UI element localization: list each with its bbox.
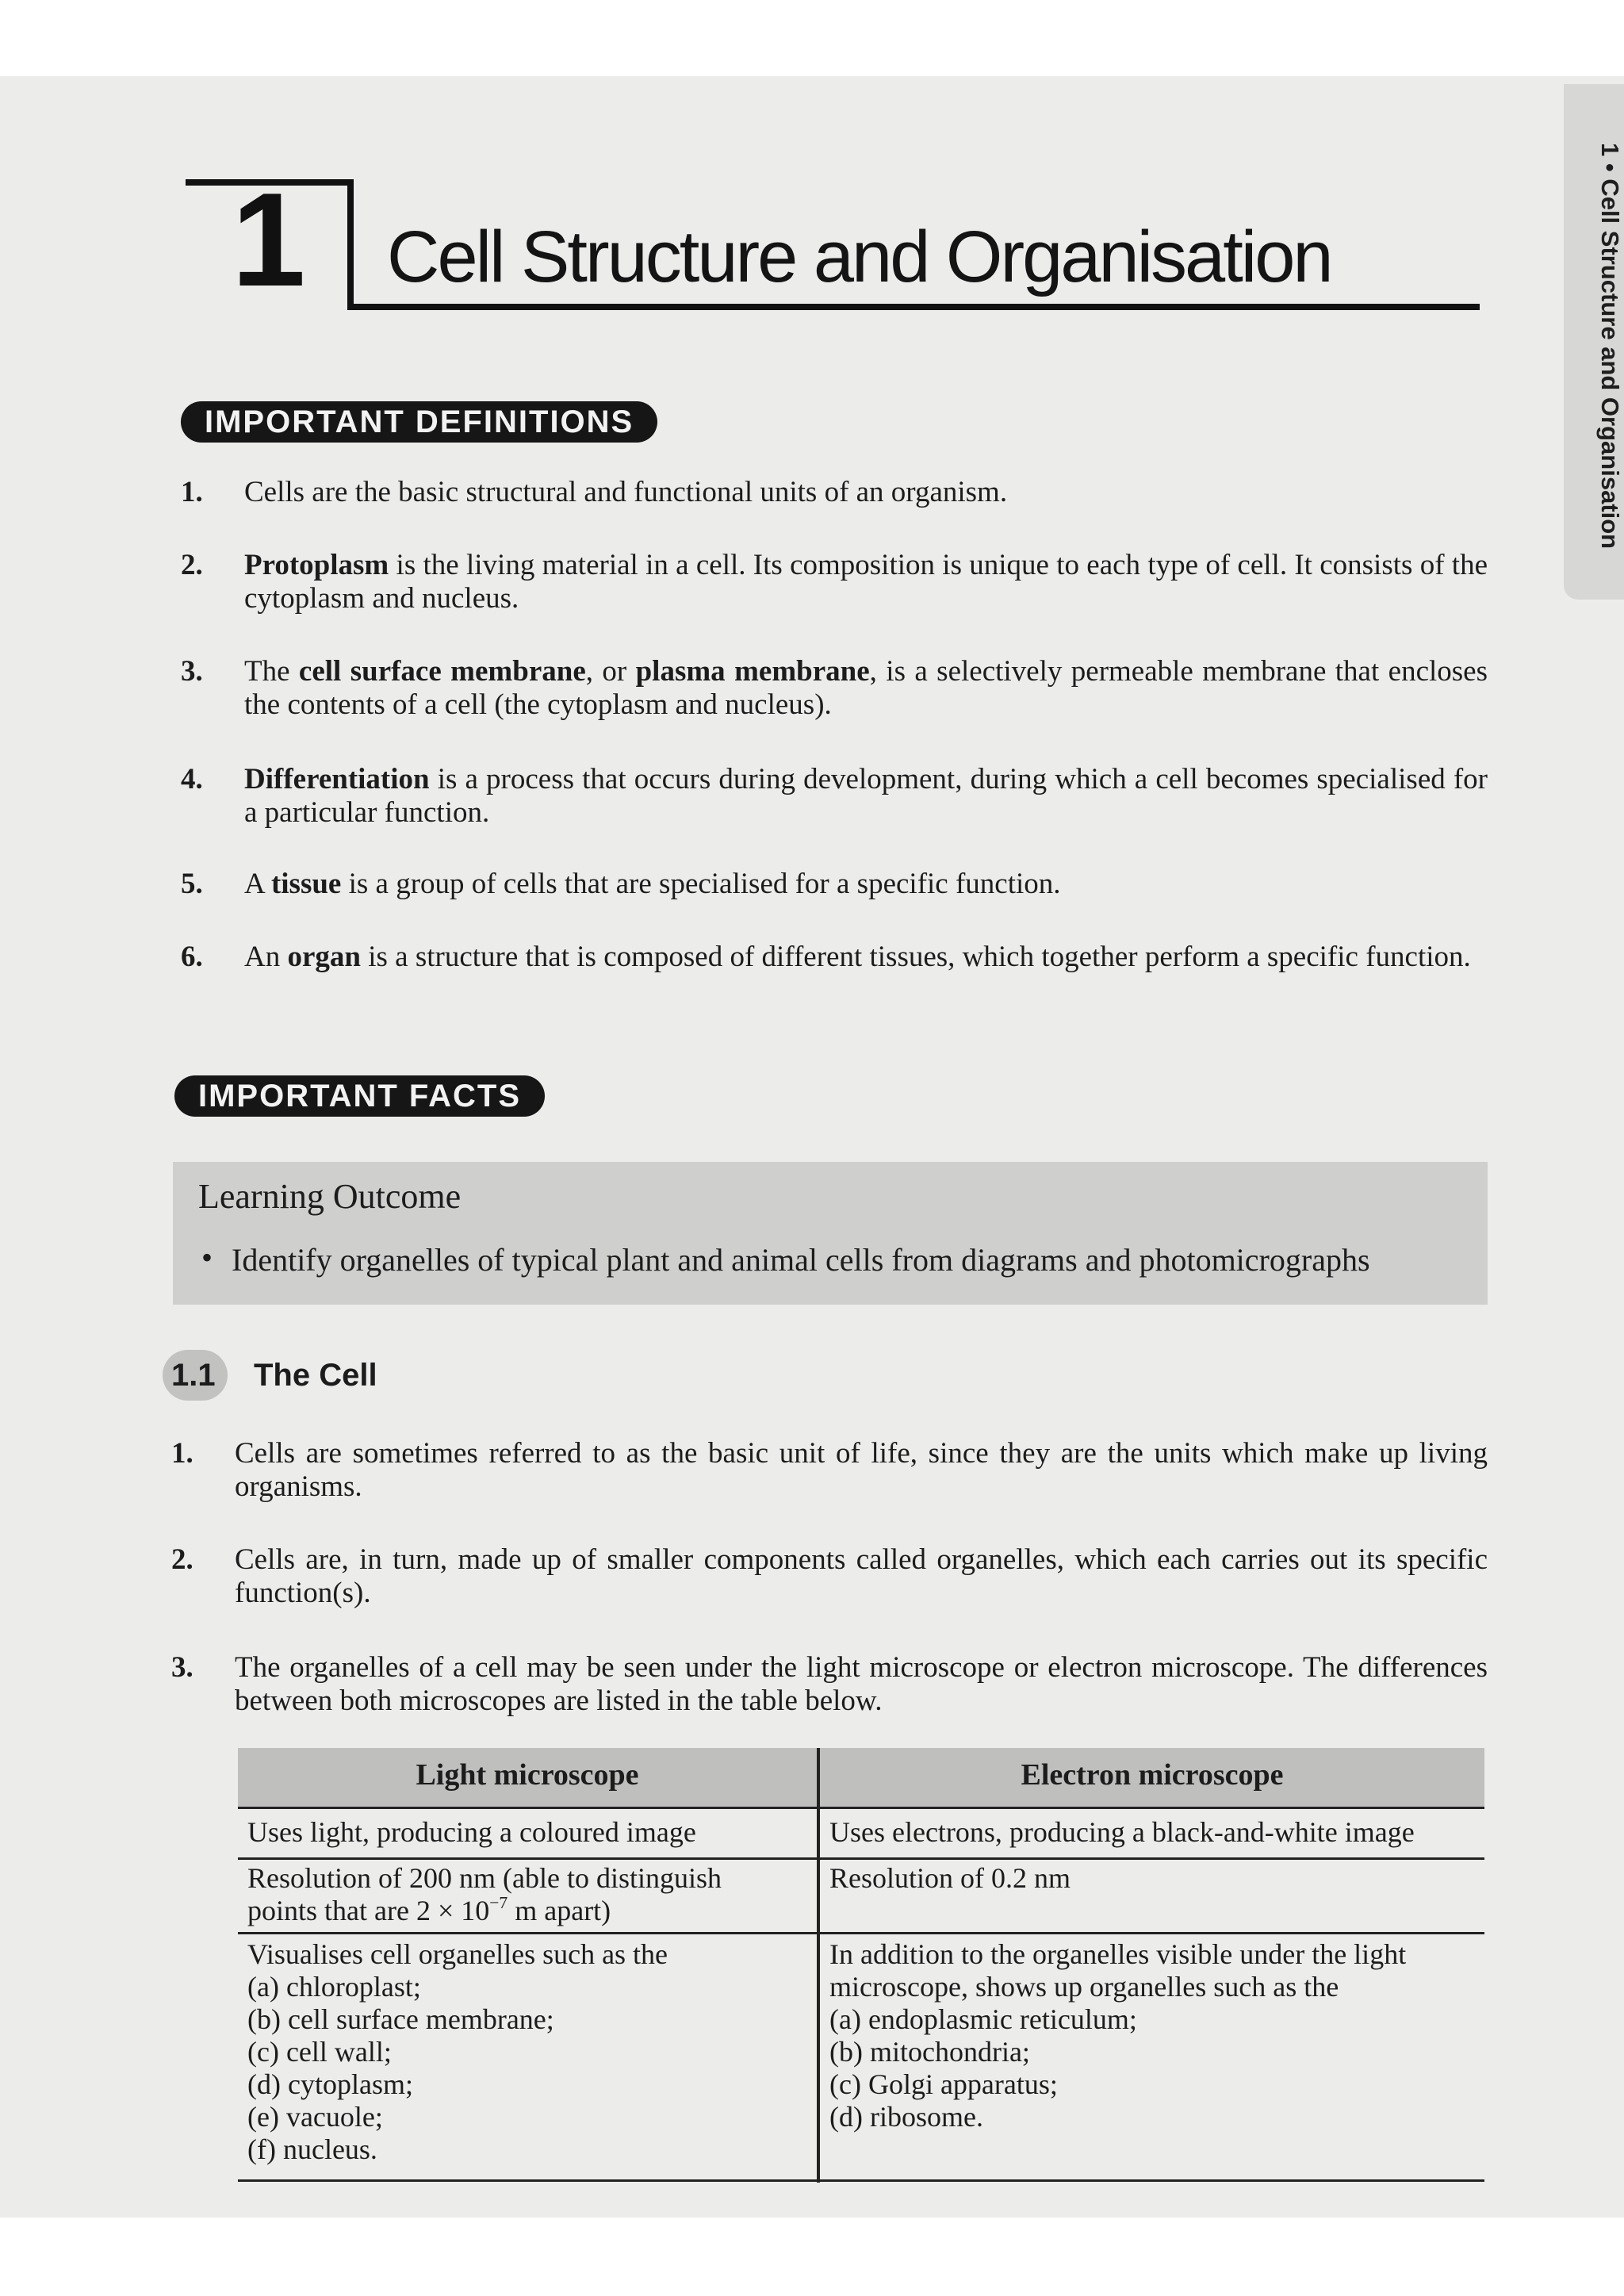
table-cell: Resolution of 200 nm (able to distinguish points that are $2 \times 10^{-7}$ m apart) <box>247 1862 722 1926</box>
item-text: An organ is a structure that is composed of different tissues, which together perform a specific function. <box>244 941 1471 973</box>
item-number: 3. <box>181 655 203 688</box>
item-text: Differentiation is a process that occurs during development, during which a cell becomes specialised for a particular function. <box>244 763 1488 829</box>
table-header-electron: Electron microscope <box>1021 1758 1284 1792</box>
table-column-divider <box>817 1748 820 2183</box>
item-text: The cell surface membrane, or plasma membrane, is a selectively permeable membrane that encloses the contents of a cell (the cytoplasm and nucleus). <box>244 655 1488 721</box>
item-text: Protoplasm is the living material in a cell. Its composition is unique to each type of cell. It consists of the cytoplasm and nucleus. <box>244 549 1488 615</box>
item-number: 2. <box>171 1543 193 1576</box>
table-rule <box>238 1932 1484 1934</box>
side-tab-label: 1 • Cell Structure and Organisation <box>1596 143 1624 550</box>
table-cell: Uses light, producing a coloured image <box>247 1816 696 1848</box>
chapter-title: Cell Structure and Organisation <box>387 217 1331 297</box>
facts-heading: IMPORTANT FACTS <box>174 1075 545 1117</box>
chapter-number: 1 <box>232 165 306 314</box>
item-text: The organelles of a cell may be seen under the light microscope or electron microscope. The differences between both microscopes are listed in the table below. <box>235 1651 1488 1717</box>
learning-outcome-title: Learning Outcome <box>198 1177 462 1216</box>
table-rule <box>238 1807 1484 1809</box>
microscope-comparison-table <box>238 1748 1484 2183</box>
table-rule <box>238 2179 1484 2182</box>
section-title: The Cell <box>254 1358 377 1393</box>
item-text: Cells are the basic structural and functional units of an organism. <box>244 476 1008 508</box>
item-number: 1. <box>181 476 203 508</box>
item-number: 5. <box>181 868 203 900</box>
chapter-frame-divider <box>347 179 354 310</box>
item-number: 1. <box>171 1437 193 1470</box>
chapter-frame-underline <box>347 304 1480 310</box>
learning-outcome-text: Identify organelles of typical plant and animal cells from diagrams and photomicrographs <box>232 1242 1370 1278</box>
section-number: 1.1 <box>171 1358 216 1393</box>
item-number: 2. <box>181 549 203 581</box>
table-rule <box>238 1857 1484 1860</box>
table-cell: Resolution of 0.2 nm <box>829 1862 1071 1894</box>
item-number: 4. <box>181 763 203 795</box>
table-cell: In addition to the organelles visible under the light microscope, shows up organelles such as the (a) endoplasmic reticulum; (b) mitochondria; (c) Golgi apparatus; (d) ribosome. <box>829 1938 1407 2133</box>
item-number: 3. <box>171 1651 193 1684</box>
item-number: 6. <box>181 941 203 973</box>
definitions-heading: IMPORTANT DEFINITIONS <box>181 401 657 443</box>
table-cell: Uses electrons, producing a black-and-white image <box>829 1816 1415 1848</box>
table-cell: Visualises cell organelles such as the (a) chloroplast; (b) cell surface membrane; (c) cell wall; (d) cytoplasm; (e) vacuole; (f) nucleus. <box>247 1938 668 2165</box>
bullet-icon: • <box>201 1240 213 1275</box>
item-text: A tissue is a group of cells that are specialised for a specific function. <box>244 868 1061 900</box>
item-text: Cells are, in turn, made up of smaller components called organelles, which each carries out its specific function(s). <box>235 1543 1488 1609</box>
table-header-light: Light microscope <box>416 1758 639 1792</box>
item-text: Cells are sometimes referred to as the basic unit of life, since they are the units which make up living organisms. <box>235 1437 1488 1503</box>
